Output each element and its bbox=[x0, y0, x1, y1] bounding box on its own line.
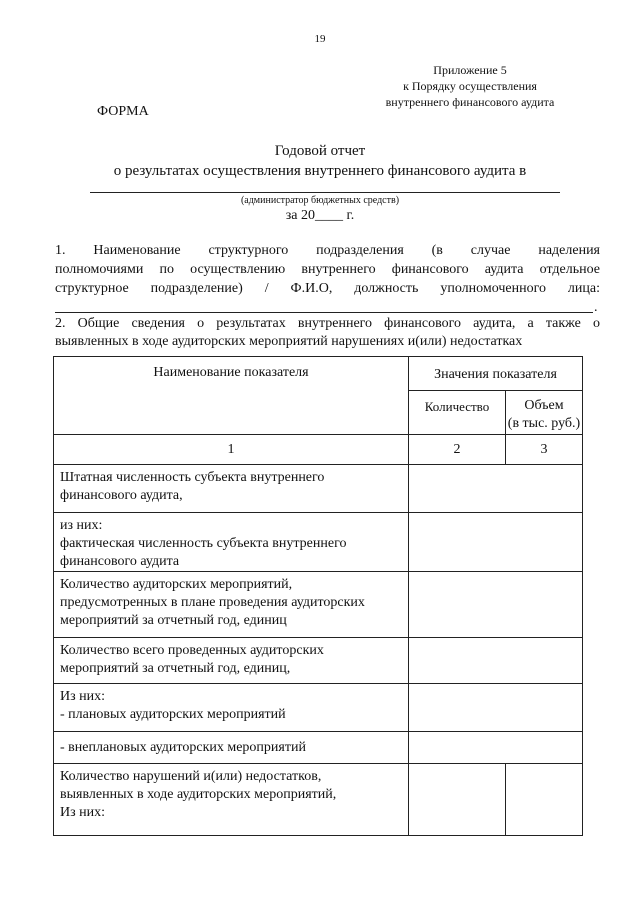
table-row bbox=[54, 764, 583, 836]
row-label bbox=[54, 732, 409, 764]
indicator-name-header: Наименование показателя bbox=[54, 357, 409, 435]
row-text: Штатная численность субъекта внутреннего bbox=[60, 470, 325, 485]
table-header-row bbox=[54, 357, 583, 391]
value-cell bbox=[409, 513, 583, 572]
row-text: Количество аудиторских мероприятий, bbox=[60, 577, 293, 592]
row-text: - внеплановых аудиторских мероприятий bbox=[60, 740, 306, 755]
row-text: Количество нарушений и(или) недостатков, bbox=[60, 769, 322, 784]
column-number-2: 2 bbox=[409, 435, 506, 465]
row-text: выявленных в ходе аудиторских мероприятий, bbox=[60, 787, 337, 802]
row-label bbox=[54, 513, 409, 572]
column-number-3: 3 bbox=[506, 435, 583, 465]
row-label bbox=[54, 572, 409, 638]
column-number-row bbox=[54, 435, 583, 465]
row-text: - плановых аудиторских мероприятий bbox=[60, 707, 286, 722]
quantity-header: Количество bbox=[409, 391, 506, 435]
row-text: Из них: bbox=[60, 689, 106, 704]
section1-line3: структурное подразделение) / Ф.И.О, должность уполномоченного лица: bbox=[55, 281, 600, 296]
table-row bbox=[54, 684, 583, 732]
section1-fill-line bbox=[55, 312, 593, 313]
row-text: мероприятий за отчетный год, единиц, bbox=[60, 661, 291, 676]
report-subtitle: о результатах осуществления внутреннего финансового аудита в bbox=[113, 163, 527, 179]
admin-caption: (администратор бюджетных средств) bbox=[240, 195, 400, 206]
appendix-line-1: Приложение 5 bbox=[433, 63, 507, 77]
page-number: 19 bbox=[314, 33, 326, 45]
table-row bbox=[54, 465, 583, 513]
row-label bbox=[54, 465, 409, 513]
row-text: фактическая численность субъекта внутреннего bbox=[60, 536, 347, 551]
section1-line2: полномочиями по осуществлению внутреннего финансового аудита отдельное bbox=[55, 262, 600, 277]
column-number-1: 1 bbox=[54, 435, 409, 465]
row-text: мероприятий за отчетный год, единиц bbox=[60, 613, 287, 628]
value-cell bbox=[409, 465, 583, 513]
year-line: за 20____ г. bbox=[285, 208, 355, 223]
volume-header-line2: (в тыс. руб.) bbox=[507, 416, 581, 431]
value-cell bbox=[409, 684, 583, 732]
volume-header-line1: Объем bbox=[524, 398, 564, 413]
row-text: финансового аудита, bbox=[60, 488, 183, 503]
row-label bbox=[54, 638, 409, 684]
indicators-table bbox=[53, 356, 583, 836]
volume-value-cell bbox=[506, 764, 583, 836]
value-cell bbox=[409, 572, 583, 638]
report-title: Годовой отчет bbox=[274, 143, 366, 159]
form-label: ФОРМА bbox=[97, 104, 149, 119]
table-row bbox=[54, 732, 583, 764]
row-text: из них: bbox=[60, 518, 103, 533]
section1-line1: 1. Наименование структурного подразделения (в случае наделения bbox=[55, 243, 600, 258]
appendix-line-2: к Порядку осуществления bbox=[403, 79, 537, 93]
table-row bbox=[54, 572, 583, 638]
indicator-values-header: Значения показателя bbox=[409, 357, 583, 391]
row-text: Из них: bbox=[60, 805, 106, 820]
volume-header bbox=[506, 391, 583, 435]
section2-line1: 2. Общие сведения о результатах внутреннего финансового аудита, а также о bbox=[55, 316, 600, 331]
quantity-value-cell bbox=[409, 764, 506, 836]
appendix-line-3: внутреннего финансового аудита bbox=[385, 95, 555, 109]
value-cell bbox=[409, 638, 583, 684]
row-text: финансового аудита bbox=[60, 554, 180, 569]
table-row bbox=[54, 513, 583, 572]
table-row bbox=[54, 638, 583, 684]
row-text: предусмотренных в плане проведения аудиторских bbox=[60, 595, 365, 610]
row-text: Количество всего проведенных аудиторских bbox=[60, 643, 324, 658]
row-label bbox=[54, 684, 409, 732]
value-cell bbox=[409, 732, 583, 764]
admin-fill-line bbox=[90, 192, 560, 193]
section2-line2: выявленных в ходе аудиторских мероприятий нарушениях и(или) недостатках bbox=[55, 334, 523, 349]
row-label bbox=[54, 764, 409, 836]
section1-period: . bbox=[594, 300, 598, 315]
